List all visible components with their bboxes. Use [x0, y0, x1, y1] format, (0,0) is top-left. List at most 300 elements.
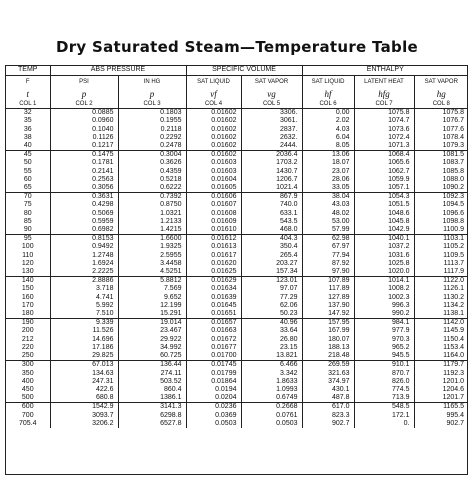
table-cell: 1142.0: [414, 319, 468, 328]
table-cell: 990.2: [354, 310, 414, 319]
table-cell: 617.0: [302, 403, 354, 412]
table-cell: 0.01613: [186, 243, 241, 251]
table-cell: 15.291: [118, 310, 186, 319]
symbol: p: [50, 89, 118, 100]
table-cell: 3.342: [241, 370, 302, 378]
table-cell: 218.48: [302, 352, 354, 361]
table-row: [6, 134, 468, 142]
symbol: hfg: [354, 89, 414, 100]
table-cell: 0.3626: [118, 159, 186, 167]
table-cell: 0.01602: [186, 117, 241, 125]
table-row: [6, 310, 468, 319]
table-cell: 1153.4: [414, 344, 468, 352]
table-cell: 77.94: [302, 252, 354, 260]
table-cell: 6.466: [241, 361, 302, 370]
table-row: [6, 336, 468, 344]
table-cell: 140: [6, 277, 50, 286]
table-cell: 1109.5: [414, 252, 468, 260]
table-cell: 80: [23, 209, 32, 217]
table-row: [6, 285, 468, 293]
table-cell: 0.8153: [50, 235, 118, 244]
table-cell: 970.3: [354, 336, 414, 344]
table-cell: 0.: [354, 420, 414, 428]
table-cell: 33.64: [241, 327, 302, 335]
column-number: COL 8: [414, 100, 468, 109]
table-row: [6, 277, 468, 286]
table-cell: 0.2118: [118, 126, 186, 134]
table-cell: 1054.3: [354, 193, 414, 202]
table-row: [6, 252, 468, 260]
table-row: [6, 117, 468, 125]
table-cell: 374.97: [302, 378, 354, 386]
sub-header: LATENT HEAT: [354, 76, 414, 90]
table-cell: 247.31: [50, 378, 118, 386]
table-cell: 3206.2: [50, 420, 118, 428]
sub-header-row: [6, 76, 468, 90]
symbol: hf: [302, 89, 354, 100]
table-cell: 1079.3: [414, 142, 468, 151]
table-cell: 0.00: [302, 109, 354, 118]
table-cell: 274.11: [118, 370, 186, 378]
table-cell: 0.01609: [186, 218, 241, 226]
table-cell: 29.922: [118, 336, 186, 344]
table-cell: 6.04: [302, 134, 354, 142]
table-cell: 2.5955: [118, 252, 186, 260]
table-cell: 1145.9: [414, 327, 468, 335]
table-cell: 1206.7: [241, 176, 302, 184]
table-cell: 160: [21, 293, 34, 301]
column-number: COL 4: [186, 100, 241, 109]
table-cell: 65: [23, 184, 32, 192]
table-cell: 1073.6: [354, 126, 414, 134]
table-row: [6, 370, 468, 378]
table-title: Dry Saturated Steam—Temperature Table: [55, 38, 419, 56]
table-cell: 11.526: [50, 327, 118, 335]
table-cell: 0.1781: [50, 159, 118, 167]
sub-header: IN HG: [118, 76, 186, 90]
table-cell: 18.07: [302, 159, 354, 167]
table-cell: 36: [23, 125, 32, 133]
table-cell: 1126.1: [414, 285, 468, 293]
sub-header: SAT VAPOR: [414, 76, 468, 90]
table-cell: 134.63: [50, 370, 118, 378]
table-cell: 0.01657: [186, 319, 241, 328]
table-cell: 0.8750: [118, 201, 186, 209]
table-cell: 170: [21, 301, 34, 309]
table-cell: 0.01745: [186, 361, 241, 370]
table-cell: 17.186: [50, 344, 118, 352]
table-row: [6, 420, 468, 428]
table-cell: 0.0885: [50, 109, 118, 118]
table-cell: 48.02: [302, 210, 354, 218]
table-row: [6, 193, 468, 202]
table-cell: 1065.6: [354, 159, 414, 167]
table-cell: 188.13: [302, 344, 354, 352]
table-row: [6, 235, 468, 244]
sub-header: PSI: [50, 76, 118, 90]
table-cell: 167.99: [302, 327, 354, 335]
table-cell: 1090.2: [414, 184, 468, 193]
table-cell: 0.01602: [186, 151, 241, 160]
table-cell: 23.07: [302, 168, 354, 176]
table-cell: 1117.9: [414, 268, 468, 277]
table-cell: 35: [23, 117, 32, 125]
table-cell: 823.3: [302, 412, 354, 420]
table-cell: 0.01608: [186, 210, 241, 218]
table-cell: 2837.: [241, 126, 302, 134]
table-cell: 321.63: [302, 370, 354, 378]
column-number: COL 1: [6, 100, 50, 109]
table-cell: 26.80: [241, 336, 302, 344]
table-row: [6, 268, 468, 277]
table-cell: 50.23: [241, 310, 302, 319]
table-cell: 1002.3: [354, 294, 414, 302]
table-cell: 1098.8: [414, 218, 468, 226]
table-row: [6, 294, 468, 302]
table-cell: 1068.4: [354, 151, 414, 160]
table-cell: 0.01607: [186, 201, 241, 209]
table-cell: 300: [6, 361, 50, 370]
table-cell: 1.9325: [118, 243, 186, 251]
table-cell: 50: [23, 159, 32, 167]
table-cell: 1078.4: [414, 134, 468, 142]
table-cell: 43.03: [302, 201, 354, 209]
table-cell: 9.339: [50, 319, 118, 328]
table-cell: 12.199: [118, 302, 186, 310]
table-cell: 400: [21, 377, 34, 385]
table-cell: 0.01645: [186, 302, 241, 310]
table-cell: 0.0204: [186, 394, 241, 403]
table-cell: 1.2748: [50, 252, 118, 260]
table-cell: 0.2478: [118, 142, 186, 151]
table-cell: 1.0321: [118, 210, 186, 218]
table-cell: 1201.0: [414, 378, 468, 386]
table-cell: 1057.1: [354, 184, 414, 193]
table-cell: 203.27: [241, 260, 302, 268]
table-row: [6, 378, 468, 386]
table-cell: 713.9: [354, 394, 414, 403]
table-cell: 7.510: [50, 310, 118, 319]
table-cell: 0.1475: [50, 151, 118, 160]
group-header-row: [6, 66, 468, 76]
column-number: COL 6: [302, 100, 354, 109]
table-cell: 1.4215: [118, 226, 186, 235]
table-cell: 1.2133: [118, 218, 186, 226]
table-cell: 220: [21, 343, 34, 351]
table-row: [6, 412, 468, 420]
table-cell: 1072.4: [354, 134, 414, 142]
table-cell: 70: [6, 193, 50, 202]
table-cell: 500: [21, 394, 34, 402]
table-row: [6, 243, 468, 251]
table-row: [6, 210, 468, 218]
table-cell: 860.4: [118, 386, 186, 394]
table-cell: 172.1: [354, 412, 414, 420]
table-cell: 265.4: [241, 252, 302, 260]
table-cell: 1048.6: [354, 210, 414, 218]
column-number: COL 5: [241, 100, 302, 109]
table-row: [6, 327, 468, 335]
table-cell: 19.014: [118, 319, 186, 328]
table-cell: 38.04: [302, 193, 354, 202]
symbol-row: [6, 89, 468, 100]
table-cell: 0.01606: [186, 193, 241, 202]
table-cell: 0.0369: [186, 412, 241, 420]
table-cell: 1077.6: [414, 126, 468, 134]
table-cell: 1.6600: [118, 235, 186, 244]
table-cell: 95: [6, 235, 50, 244]
steam-table: [6, 66, 468, 428]
table-cell: 1204.6: [414, 386, 468, 394]
table-cell: 6527.8: [118, 420, 186, 428]
table-cell: 0.01605: [186, 184, 241, 193]
table-cell: 0.7392: [118, 193, 186, 202]
table-cell: 0.6982: [50, 226, 118, 235]
table-cell: 23.467: [118, 327, 186, 335]
table-cell: 1059.9: [354, 176, 414, 184]
sub-header: F: [25, 79, 30, 86]
table-cell: 0.01672: [186, 336, 241, 344]
table-cell: 4.741: [50, 294, 118, 302]
table-cell: 1105.2: [414, 243, 468, 251]
table-cell: 1.0993: [241, 386, 302, 394]
table-cell: 422.6: [50, 386, 118, 394]
table-cell: 13.821: [241, 352, 302, 361]
table-cell: 902.7: [302, 420, 354, 428]
table-cell: 147.92: [302, 310, 354, 319]
table-cell: 60.725: [118, 352, 186, 361]
table-row: [6, 184, 468, 193]
table-cell: 0.01677: [186, 344, 241, 352]
table-cell: 2.2225: [50, 268, 118, 277]
table-cell: 7.569: [118, 285, 186, 293]
table-cell: 0.01602: [186, 109, 241, 118]
table-cell: 200: [21, 327, 34, 335]
table-row: [6, 201, 468, 209]
sub-header: SAT LIQUID: [186, 76, 241, 90]
table-cell: 0.01799: [186, 370, 241, 378]
table-cell: 945.5: [354, 352, 414, 361]
table-cell: 0.1040: [50, 126, 118, 134]
table-cell: 107.89: [302, 277, 354, 286]
table-cell: 870.7: [354, 370, 414, 378]
table-cell: 548.5: [354, 403, 414, 412]
table-cell: 97.90: [302, 268, 354, 277]
enthalpy-group-header: ENTHALPY: [302, 66, 468, 76]
table-cell: 90: [23, 226, 32, 234]
table-cell: 2.8886: [50, 277, 118, 286]
table-cell: 996.3: [354, 302, 414, 310]
table-cell: 97.07: [241, 285, 302, 293]
table-cell: 62.06: [241, 302, 302, 310]
table-cell: 965.2: [354, 344, 414, 352]
table-cell: 1042.9: [354, 226, 414, 235]
table-cell: 0.5959: [50, 218, 118, 226]
temp-group-header: TEMP: [6, 66, 50, 76]
table-cell: 404.3: [241, 235, 302, 244]
table-cell: 1430.7: [241, 168, 302, 176]
table-cell: 87.92: [302, 260, 354, 268]
table-cell: 0.01612: [186, 235, 241, 244]
table-cell: 0.3631: [50, 193, 118, 202]
table-cell: 0.01602: [186, 142, 241, 151]
table-cell: 0.01663: [186, 327, 241, 335]
table-cell: 1113.7: [414, 260, 468, 268]
table-cell: 0.0194: [186, 386, 241, 394]
table-row: [6, 109, 468, 118]
table-cell: 1164.0: [414, 352, 468, 361]
table-cell: 4.5251: [118, 268, 186, 277]
table-cell: 0.3056: [50, 184, 118, 193]
table-cell: 450: [21, 385, 34, 393]
table-cell: 0.01603: [186, 159, 241, 167]
symbol: t: [26, 89, 29, 100]
table-row: [6, 176, 468, 184]
table-row: [6, 260, 468, 268]
table-cell: 150: [21, 285, 34, 293]
table-cell: 0.01602: [186, 134, 241, 142]
table-row: [6, 386, 468, 394]
table-cell: 32: [23, 109, 32, 117]
table-cell: 1075.8: [354, 109, 414, 118]
table-cell: 3306.: [241, 109, 302, 118]
symbol: vf: [186, 89, 241, 100]
table-cell: 1025.8: [354, 260, 414, 268]
table-cell: 2036.4: [241, 151, 302, 160]
table-cell: 1134.2: [414, 302, 468, 310]
table-cell: 1201.7: [414, 394, 468, 403]
table-cell: 110: [22, 251, 34, 259]
table-cell: 0.1126: [50, 134, 118, 142]
table-cell: 1062.7: [354, 168, 414, 176]
table-cell: 45: [6, 151, 50, 160]
table-cell: 57.99: [302, 226, 354, 235]
table-cell: 136.44: [118, 361, 186, 370]
table-cell: 123.01: [241, 277, 302, 286]
table-cell: 543.5: [241, 218, 302, 226]
table-cell: 0.0236: [186, 403, 241, 412]
table-cell: 1088.0: [414, 176, 468, 184]
table-cell: 503.52: [118, 378, 186, 386]
table-cell: 1165.5: [414, 403, 468, 412]
table-cell: 1122.0: [414, 277, 468, 286]
table-cell: 1076.7: [414, 117, 468, 125]
sub-header: SAT VAPOR: [241, 76, 302, 90]
table-cell: 29.825: [50, 352, 118, 361]
table-cell: 487.8: [302, 394, 354, 403]
table-row: [6, 218, 468, 226]
table-cell: 3.4458: [118, 260, 186, 268]
table-cell: 1.6924: [50, 260, 118, 268]
table-cell: 1008.2: [354, 285, 414, 293]
table-cell: 127.89: [302, 294, 354, 302]
table-cell: 1179.7: [414, 361, 468, 370]
table-cell: 40: [23, 142, 32, 150]
table-cell: 0.01603: [186, 168, 241, 176]
symbol: hg: [414, 89, 468, 100]
table-cell: 38: [23, 133, 32, 141]
table-cell: 4.03: [302, 126, 354, 134]
specific-volume-group-header: SPECIFIC VOLUME: [186, 66, 302, 76]
table-cell: 0.2141: [50, 168, 118, 176]
table-cell: 0.6222: [118, 184, 186, 193]
table-cell: 1074.7: [354, 117, 414, 125]
table-row: [6, 361, 468, 370]
table-cell: 0.01625: [186, 268, 241, 277]
table-cell: 3141.3: [118, 403, 186, 412]
table-cell: 180.07: [302, 336, 354, 344]
table-cell: 1037.2: [354, 243, 414, 251]
table-cell: 867.9: [241, 193, 302, 202]
table-cell: 0.0960: [50, 117, 118, 125]
table-cell: 1703.2: [241, 159, 302, 167]
table-cell: 0.3004: [118, 151, 186, 160]
table-row: [6, 352, 468, 361]
table-row: [6, 319, 468, 328]
table-cell: 1045.8: [354, 218, 414, 226]
table-row: [6, 226, 468, 235]
table-cell: 2632.: [241, 134, 302, 142]
table-row: [6, 394, 468, 403]
table-cell: 1096.6: [414, 210, 468, 218]
sub-header: SAT LIQUID: [302, 76, 354, 90]
table-cell: 1150.4: [414, 336, 468, 344]
table-cell: 0.4298: [50, 201, 118, 209]
column-number: COL 2: [50, 100, 118, 109]
table-cell: 705.4: [18, 419, 37, 427]
table-cell: 984.1: [354, 319, 414, 328]
table-cell: 1100.9: [414, 226, 468, 235]
table-cell: 0.01651: [186, 310, 241, 319]
table-cell: 212: [21, 335, 34, 343]
table-row: [6, 126, 468, 134]
table-cell: 1.8633: [241, 378, 302, 386]
table-cell: 740.0: [241, 201, 302, 209]
table-row: [6, 344, 468, 352]
table-cell: 0.01604: [186, 176, 241, 184]
table-body: [6, 109, 468, 428]
table-cell: 85: [23, 217, 32, 225]
table-cell: 100: [21, 243, 34, 251]
table-cell: 1014.1: [354, 277, 414, 286]
table-cell: 5.992: [50, 302, 118, 310]
table-cell: 0.1955: [118, 117, 186, 125]
symbol: vg: [241, 89, 302, 100]
table-cell: 0.01617: [186, 252, 241, 260]
table-cell: 1031.6: [354, 252, 414, 260]
table-cell: 350.4: [241, 243, 302, 251]
table-cell: 0.01639: [186, 294, 241, 302]
table-cell: 5.8812: [118, 277, 186, 286]
table-cell: 0.5218: [118, 176, 186, 184]
table-cell: 120: [21, 259, 34, 267]
table-cell: 67.97: [302, 243, 354, 251]
table-cell: 1192.3: [414, 370, 468, 378]
table-cell: 826.0: [354, 378, 414, 386]
table-cell: 0.0503: [241, 420, 302, 428]
table-row: [6, 302, 468, 310]
table-cell: 157.34: [241, 268, 302, 277]
table-cell: 0.0503: [186, 420, 241, 428]
table-cell: 8.05: [302, 142, 354, 151]
table-cell: 269.59: [302, 361, 354, 370]
column-number: COL 7: [354, 100, 414, 109]
table-cell: 6298.8: [118, 412, 186, 420]
table-cell: 2.02: [302, 117, 354, 125]
table-cell: 1075.8: [414, 109, 468, 118]
table-cell: 53.00: [302, 218, 354, 226]
table-cell: 0.01602: [186, 126, 241, 134]
